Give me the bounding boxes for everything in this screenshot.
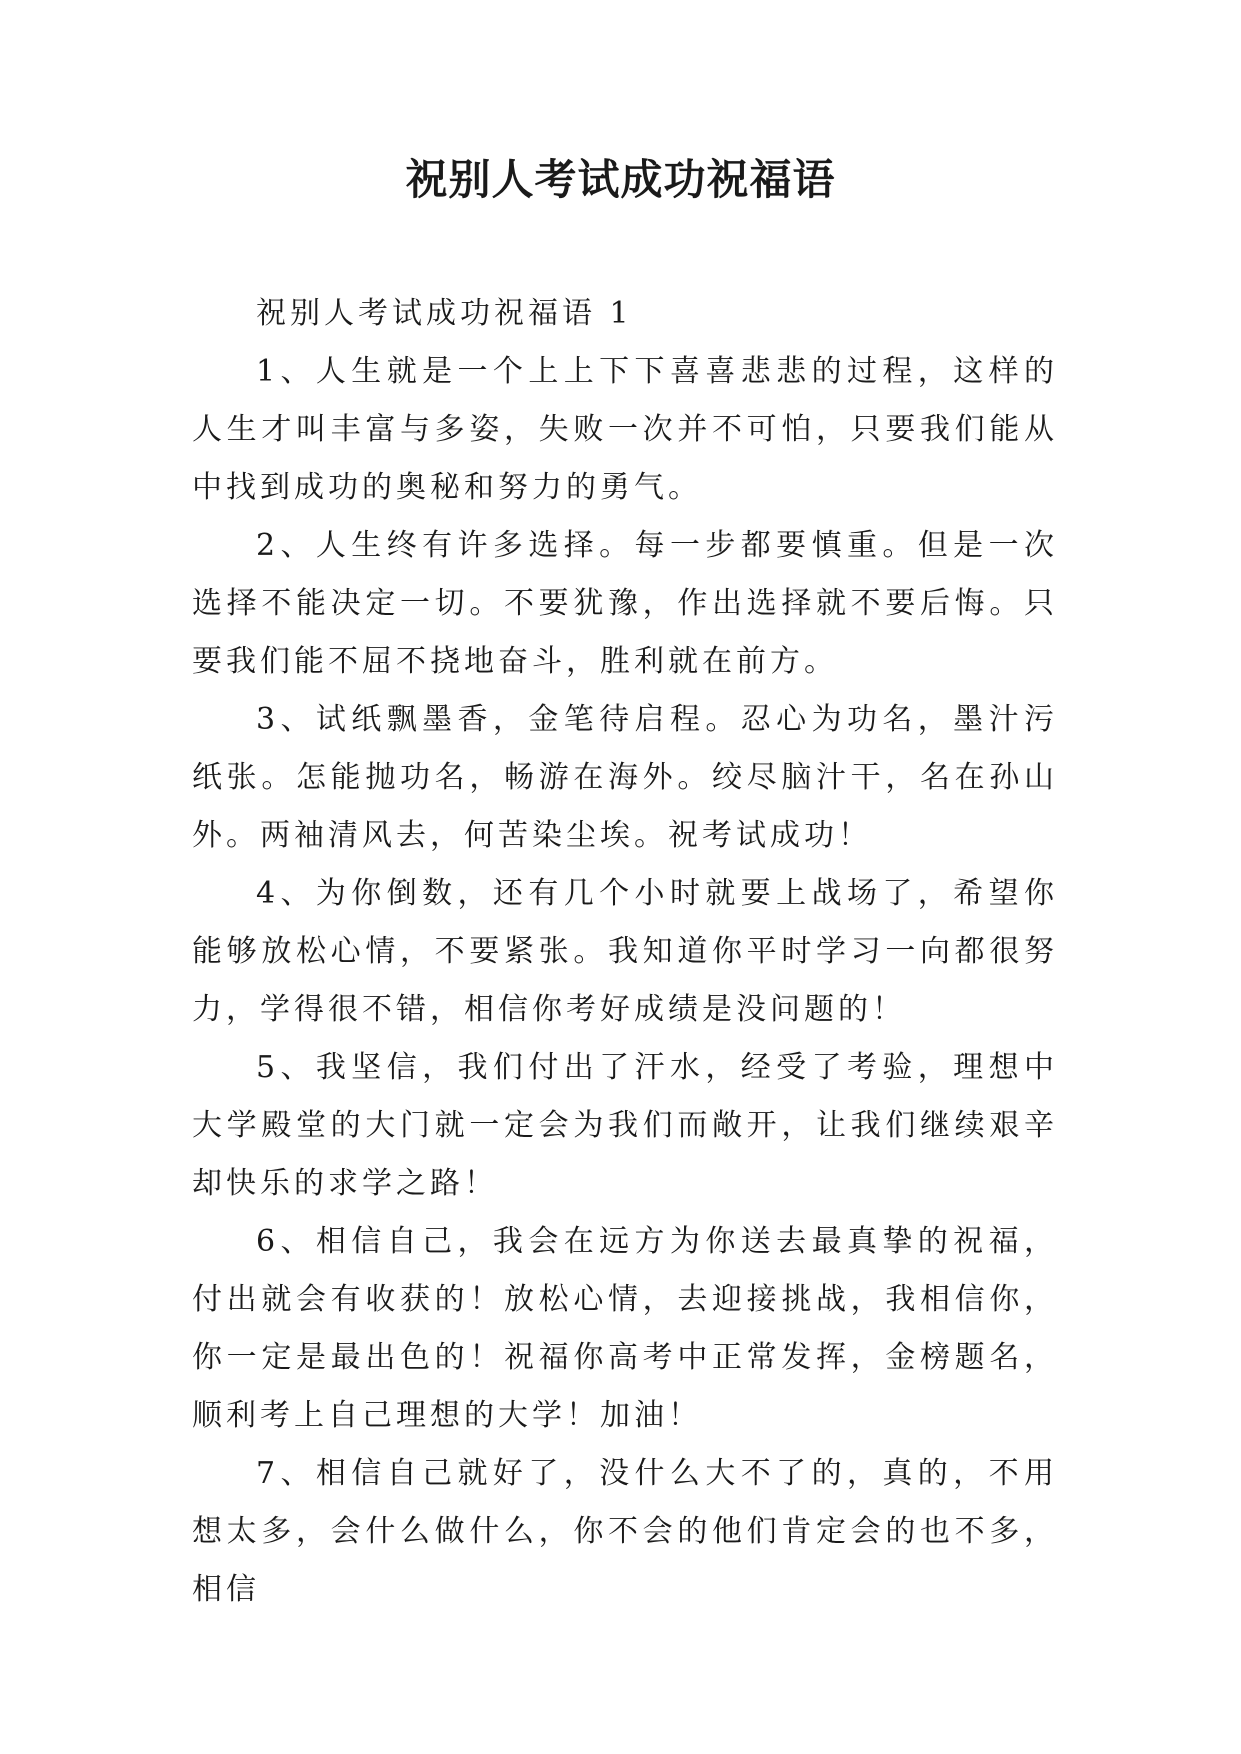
paragraph-4: 4、为你倒数，还有几个小时就要上战场了，希望你能够放松心情，不要紧张。我知道你平时学习一向都很努力，学得很不错，相信你考好成绩是没问题的！ <box>192 876 1058 1027</box>
paragraph-3: 3、试纸飘墨香，金笔待启程。忍心为功名，墨汁污纸张。怎能抛功名，畅游在海外。绞尽脑汁干，名在孙山外。两袖清风去，何苦染尘埃。祝考试成功！ <box>192 702 1058 853</box>
paragraph-1: 1、人生就是一个上上下下喜喜悲悲的过程，这样的人生才叫丰富与多姿，失败一次并不可怕，只要我们能从中找到成功的奥秘和努力的勇气。 <box>192 354 1058 505</box>
document-title: 祝别人考试成功祝福语 <box>405 155 836 204</box>
paragraph-2: 2、人生终有许多选择。每一步都要慎重。但是一次选择不能决定一切。不要犹豫，作出选择就不要后悔。只要我们能不屈不挠地奋斗，胜利就在前方。 <box>192 528 1058 679</box>
document-body <box>192 285 1058 1619</box>
section-heading: 祝别人考试成功祝福语 1 <box>256 296 633 331</box>
paragraph-5: 5、我坚信，我们付出了汗水，经受了考验，理想中大学殿堂的大门就一定会为我们而敞开，让我们继续艰辛却快乐的求学之路！ <box>192 1050 1058 1201</box>
paragraph-7: 7、相信自己就好了，没什么大不了的，真的，不用想太多，会什么做什么，你不会的他们肯定会的也不多，相信 <box>192 1456 1058 1607</box>
paragraph-6: 6、相信自己，我会在远方为你送去最真挚的祝福，付出就会有收获的！放松心情，去迎接挑战，我相信你，你一定是最出色的！祝福你高考中正常发挥，金榜题名，顺利考上自己理想的大学！加油！ <box>192 1224 1058 1433</box>
